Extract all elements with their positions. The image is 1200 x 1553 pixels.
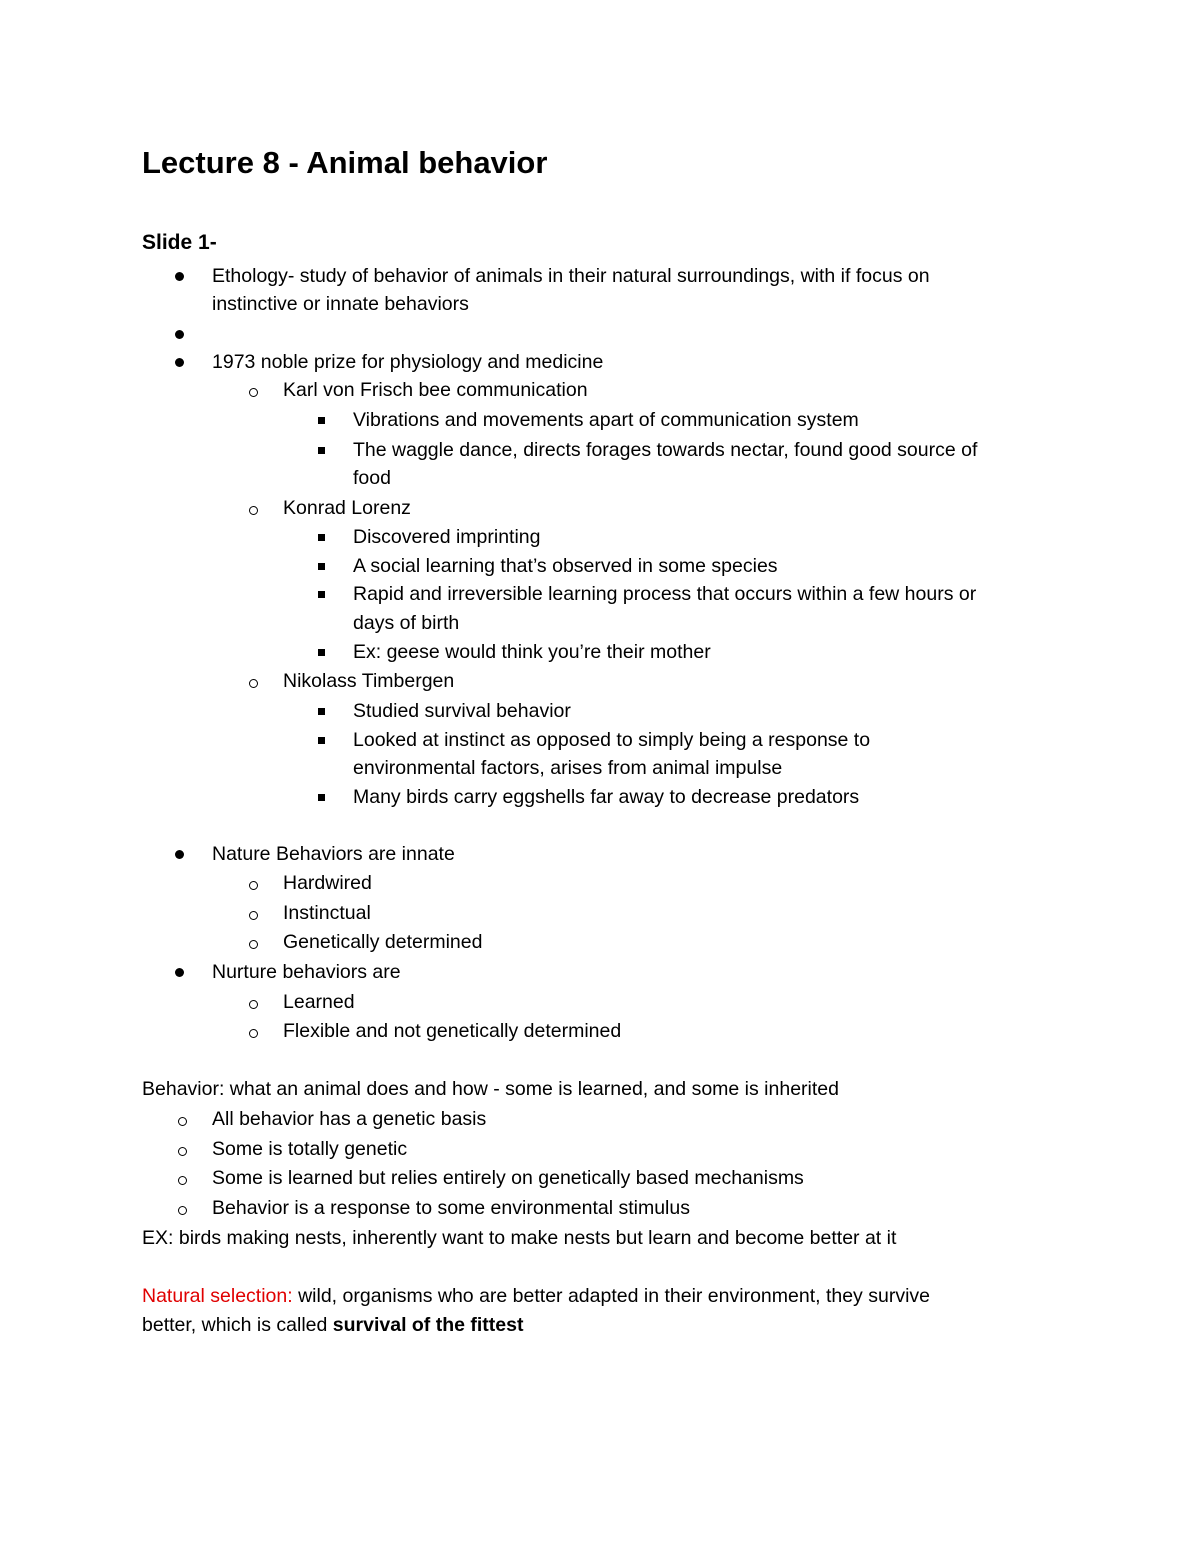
- bullet-circle: [249, 388, 258, 397]
- bullet-circle: [249, 1000, 258, 1009]
- slide-item-tinbergen-c: Many birds carry eggshells far away to decrease predators: [353, 786, 860, 808]
- slide-item-nobel: 1973 noble prize for physiology and medicine: [212, 351, 604, 373]
- slide-item-nurture-b: Flexible and not genetically determined: [283, 1020, 622, 1042]
- slide-item-tinbergen-b2: environmental factors, arises from animal impulse: [353, 757, 783, 779]
- natural-selection-term: Natural selection:: [142, 1285, 293, 1307]
- slide-item-nature-b: Instinctual: [283, 902, 371, 924]
- slide-item-frisch-b2: food: [353, 467, 391, 489]
- slide-item-nurture: Nurture behaviors are: [212, 961, 401, 983]
- behavior-point: All behavior has a genetic basis: [212, 1108, 487, 1130]
- slide-item-ethology-2: instinctive or innate behaviors: [212, 293, 469, 315]
- bullet-circle: [249, 881, 258, 890]
- natural-selection-text-1: wild, organisms who are better adapted in their environment, they survive: [292, 1285, 930, 1307]
- bullet-circle: [178, 1176, 187, 1185]
- slide-heading: Slide 1-: [142, 231, 217, 254]
- bullet-circle: [178, 1206, 187, 1215]
- behavior-example: EX: birds making nests, inherently want to make nests but learn and become better at it: [142, 1227, 897, 1249]
- slide-item-nature-c: Genetically determined: [283, 931, 483, 953]
- bullet-square: [318, 649, 325, 656]
- behavior-point: Some is learned but relies entirely on genetically based mechanisms: [212, 1167, 804, 1189]
- slide-item-nature-a: Hardwired: [283, 872, 372, 894]
- bullet-dot: [175, 272, 184, 281]
- bullet-circle: [178, 1117, 187, 1126]
- bullet-square: [318, 591, 325, 598]
- bullet-square: [318, 563, 325, 570]
- bullet-dot: [175, 358, 184, 367]
- slide-item-tinbergen: Nikolass Timbergen: [283, 670, 455, 692]
- page-title: Lecture 8 - Animal behavior: [142, 145, 548, 180]
- slide-item-tinbergen-b1: Looked at instinct as opposed to simply being a response to: [353, 729, 871, 751]
- bullet-circle: [249, 679, 258, 688]
- bullet-square: [318, 417, 325, 424]
- bullet-circle: [178, 1147, 187, 1156]
- bullet-dot: [175, 330, 184, 339]
- bullet-dot: [175, 968, 184, 977]
- natural-selection-text-2: better, which is called: [142, 1314, 333, 1336]
- slide-item-frisch: Karl von Frisch bee communication: [283, 379, 588, 401]
- slide-item-frisch-b1: The waggle dance, directs forages towards nectar, found good source of: [353, 439, 978, 461]
- slide-item-lorenz-c2: days of birth: [353, 612, 460, 634]
- bullet-circle: [249, 911, 258, 920]
- bullet-square: [318, 447, 325, 454]
- bullet-square: [318, 708, 325, 715]
- slide-item-tinbergen-a: Studied survival behavior: [353, 700, 571, 722]
- bullet-dot: [175, 850, 184, 859]
- bullet-circle: [249, 940, 258, 949]
- behavior-point: Behavior is a response to some environmental stimulus: [212, 1197, 690, 1219]
- natural-selection-emphasis: survival of the fittest: [332, 1314, 524, 1336]
- slide-item-lorenz-d: Ex: geese would think you’re their mother: [353, 641, 711, 663]
- bullet-circle: [249, 1029, 258, 1038]
- natural-selection-line-1: [142, 1282, 930, 1310]
- bullet-square: [318, 737, 325, 744]
- bullet-square: [318, 534, 325, 541]
- slide-item-lorenz-a: Discovered imprinting: [353, 526, 541, 548]
- slide-item-lorenz-b: A social learning that’s observed in some species: [353, 555, 778, 577]
- slide-item-lorenz-c1: Rapid and irreversible learning process that occurs within a few hours or: [353, 583, 977, 605]
- behavior-point: Some is totally genetic: [212, 1138, 408, 1160]
- slide-item-lorenz: Konrad Lorenz: [283, 497, 411, 519]
- natural-selection-line-2: [142, 1311, 523, 1339]
- slide-item-ethology-1: Ethology- study of behavior of animals in their natural surroundings, with if focus on: [212, 265, 930, 287]
- slide-item-nature: Nature Behaviors are innate: [212, 843, 455, 865]
- behavior-intro: Behavior: what an animal does and how - some is learned, and some is inherited: [142, 1078, 839, 1100]
- bullet-circle: [249, 506, 258, 515]
- slide-item-frisch-a: Vibrations and movements apart of communication system: [353, 409, 859, 431]
- slide-item-nurture-a: Learned: [283, 991, 355, 1013]
- bullet-square: [318, 794, 325, 801]
